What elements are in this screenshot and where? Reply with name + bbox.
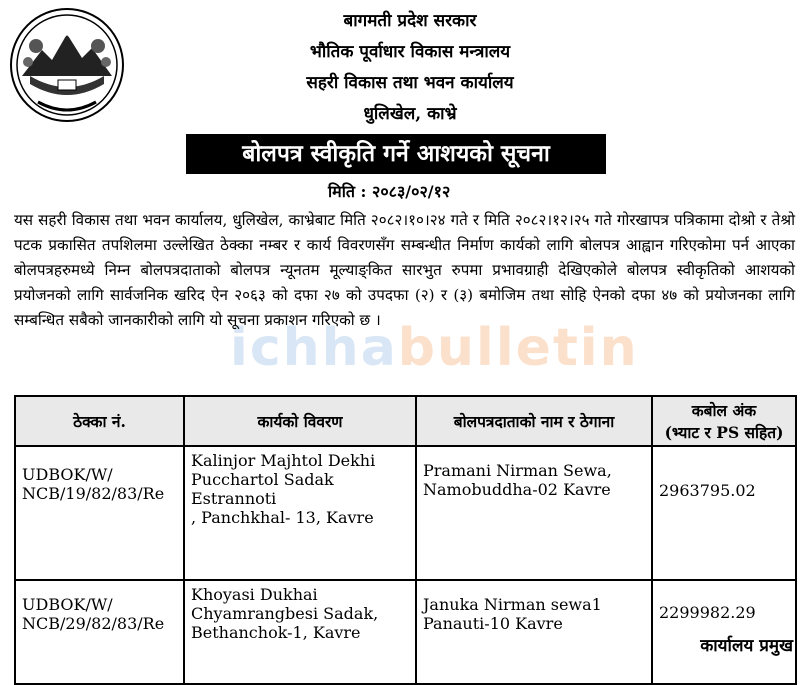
header-office: सहरी विकास तथा भवन कार्यालय [306,73,514,93]
header-location: धुलिखेल, काभ्रे [363,104,457,124]
col-description: कार्यको विवरण [184,396,416,446]
bidder-line: Januka Nirman sewa1 [423,595,602,614]
description-line: , Panchkhal- 13, Kavre [191,508,374,527]
col-contract-no: ठेक्का नं. [15,396,184,446]
cell-bidder [416,580,652,684]
nepal-emblem-icon [8,6,126,124]
header-government: बागमती प्रदेश सरकार [343,11,477,31]
description-line: Chyamrangbesi Sadak, [191,604,379,623]
cell-contract-no [15,580,184,684]
bidder-line: Panauti-10 Kavre [423,614,563,633]
watermark-right: bulletin [397,318,639,378]
cell-contract-no [15,446,184,580]
cell-bidder [416,446,652,580]
col-amount-line2: (भ्याट र PS सहित) [664,423,784,442]
bidder-line: Namobuddha-02 Kavre [423,480,611,499]
cell-amount: 2299982.29 [652,580,796,684]
contract-no-part: NCB/29/82/83/Re [22,614,165,633]
notice-body: यस सहरी विकास तथा भवन कार्यालय, धुलिखेल, काभ्रेबाट मिति २०८२।१०।२४ गते र मिति २०८२।१२।२५ गते गोरखापत्र पत्रिकामा दोश्रो र तेश्रो पटक प्रकासित तपशिलमा उल्लेखित ठेक्का नम्बर र कार्य विवरणसँग सम्बन्धीत निर्माण कार्यको लागि बोलपत्र आह्वान गरिएकोमा पर्न आएका बोलपत्रहरुमध्ये निम्न बोलपत्रदाताको बोलपत्र न्यूनतम मूल्याङ्‌कित सारभुत रुपमा प्रभावग्राही देखिएकोले बोलपत्र स्वीकृतिको आशयको प्रयोजनको लागि सार्वजनिक खरिद ऐन २०६३ को दफा २७ को उपदफा (२) र (३) बमोजिम तथा सोहि ऐनको दफा ४७ को प्रयोजनका लागि सम्बन्धित सबैको जानकारीको लागि यो सूचना प्रकाशन गरिएको छ । [14,211,795,329]
description-line: Khoyasi Dukhai [191,585,318,604]
description-line: Kalinjor Majhtol Dekhi [191,451,376,470]
description-line: Estrannoti [191,489,277,508]
signature-title: कार्यालय प्रमुख [700,636,793,656]
table-row [15,580,796,684]
table-header-row [15,396,796,446]
notice-title: बोलपत्र स्वीकृति गर्ने आशयको सूचना [186,134,606,174]
cell-amount: 2963795.02 [652,446,796,580]
bidder-line: Pramani Nirman Sewa, [423,461,612,480]
cell-description [184,446,416,580]
description-line: Pucchartol Sadak [191,470,334,489]
contract-no-part: UDBOK/W/ [22,595,113,614]
table-row [15,446,796,580]
cell-description [184,580,416,684]
watermark-left: ichha [230,318,398,378]
contract-no-part: UDBOK/W/ [22,465,113,484]
header-ministry: भौतिक पूर्वाधार विकास मन्त्रालय [309,42,511,62]
col-amount [652,396,796,446]
bid-table [14,395,797,685]
description-line: Bethanchok-1, Kavre [191,623,361,642]
col-amount-line1: कबोल अंक [691,401,757,420]
notice-date: मिति : २०८३/०२/१२ [328,182,451,201]
contract-no-part: NCB/19/82/83/Re [22,484,165,503]
col-bidder: बोलपत्रदाताको नाम र ठेगाना [416,396,652,446]
